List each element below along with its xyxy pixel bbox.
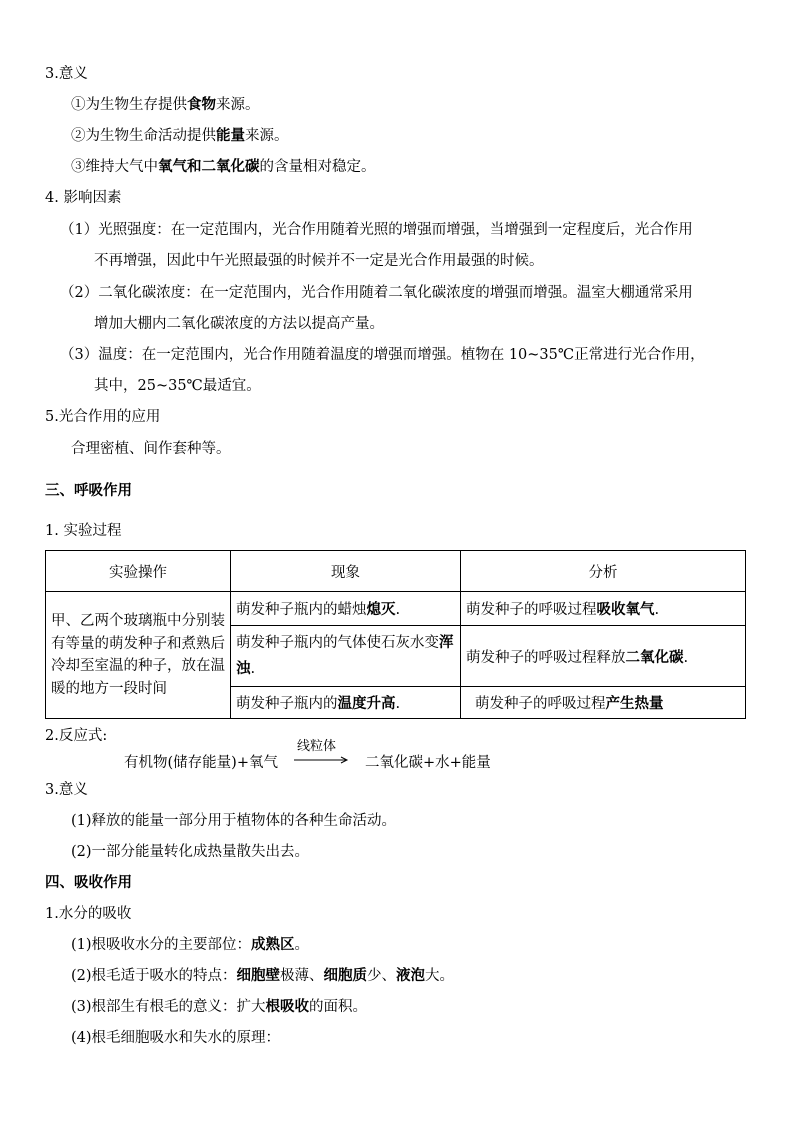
arrow-label: 线粒体 — [297, 739, 337, 754]
table-header-cell: 分析 — [461, 551, 746, 592]
respiration-significance-item: (1)释放的能量一部分用于植物体的各种生命活动。 — [71, 813, 397, 829]
significance-item: ①为生物生存提供食物来源。 — [71, 96, 260, 113]
reaction-heading: 2.反应式: — [45, 728, 108, 744]
respiration-significance-item: (2)一部分能量转化成热量散失出去。 — [71, 844, 310, 860]
water-absorption-heading: 1.水分的吸收 — [45, 906, 132, 922]
section-heading-application: 5.光合作用的应用 — [45, 409, 161, 425]
operation-cell: 甲、乙两个玻璃瓶中分别装有等量的萌发种子和煮熟后冷却至室温的种子，放在温暖的地方一段时间 — [46, 592, 231, 719]
reaction-arrow — [294, 738, 354, 768]
significance-item: ③维持大气中氧气和二氧化碳的含量相对稳定。 — [71, 158, 376, 175]
factor-line: （2）二氧化碳浓度：在一定范围内，光合作用随着二氧化碳浓度的增强而增强。温室大棚通常采用 — [60, 285, 693, 301]
table-header-row — [46, 551, 746, 592]
factor-line: 不再增强，因此中午光照最强的时候并不一定是光合作用最强的时候。 — [94, 253, 544, 269]
reaction-left: 有机物(储存能量)+氧气 — [124, 755, 278, 771]
table-row — [46, 592, 746, 626]
factor-line: （1）光照强度：在一定范围内，光合作用随着光照的增强而增强，当增强到一定程度后，光合作用 — [60, 222, 693, 238]
phenomenon-cell: 萌发种子瓶内的蜡烛熄灭. — [231, 592, 461, 626]
analysis-cell: 萌发种子的呼吸过程产生热量 — [461, 687, 746, 719]
section-heading-significance: 3.意义 — [45, 66, 88, 82]
absorption-item: (1)根吸收水分的主要部位：成熟区。 — [71, 936, 310, 953]
respiration-significance-heading: 3.意义 — [45, 782, 88, 798]
analysis-cell: 萌发种子的呼吸过程释放二氧化碳. — [461, 626, 746, 687]
section-title-respiration: 三、呼吸作用 — [45, 483, 132, 499]
factor-line: 增加大棚内二氧化碳浓度的方法以提高产量。 — [94, 316, 384, 332]
phenomenon-cell: 萌发种子瓶内的温度升高. — [231, 687, 461, 719]
absorption-item: (3)根部生有根毛的意义：扩大根吸收的面积。 — [71, 998, 368, 1015]
right-arrow-icon — [294, 738, 354, 768]
reaction-right: 二氧化碳+水+能量 — [365, 755, 491, 771]
absorption-item: (4)根毛细胞吸水和失水的原理： — [71, 1030, 281, 1046]
experiment-table — [45, 550, 746, 719]
absorption-item: (2)根毛适于吸水的特点：细胞壁极薄、细胞质少、液泡大。 — [71, 967, 455, 984]
section-heading-factors: 4. 影响因素 — [45, 190, 122, 206]
table-header-cell: 现象 — [231, 551, 461, 592]
significance-item: ②为生物生命活动提供能量来源。 — [71, 127, 289, 144]
factor-line: （3）温度：在一定范围内，光合作用随着温度的增强而增强。植物在 10~35℃正常进行光合作用， — [60, 347, 705, 363]
phenomenon-cell: 萌发种子瓶内的气体使石灰水变浑浊. — [231, 626, 461, 687]
section-title-absorption: 四、吸收作用 — [45, 875, 132, 891]
analysis-cell: 萌发种子的呼吸过程吸收氧气. — [461, 592, 746, 626]
experiment-heading: 1. 实验过程 — [45, 523, 122, 539]
application-text: 合理密植、间作套种等。 — [71, 441, 231, 457]
table-header-cell: 实验操作 — [46, 551, 231, 592]
factor-line: 其中，25~35℃最适宜。 — [94, 378, 261, 394]
